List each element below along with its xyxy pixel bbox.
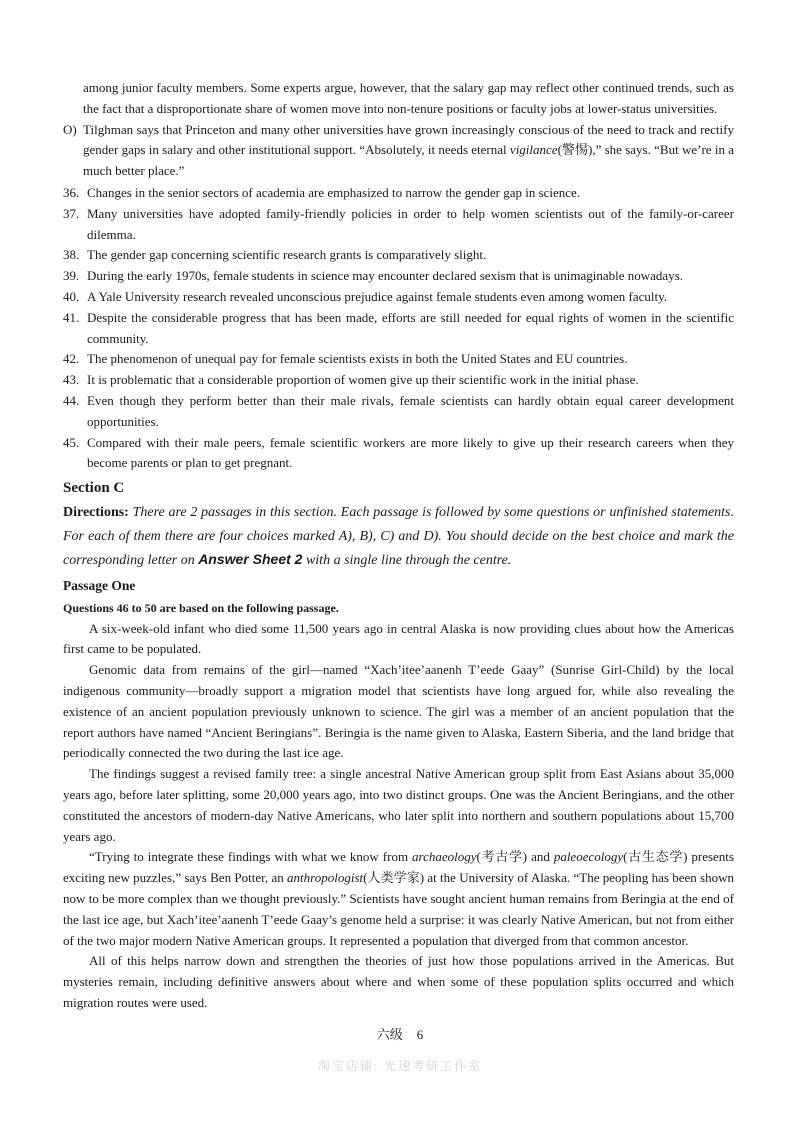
passage-paragraph-3: The findings suggest a revised family tree: a single ancestral Native American group split from East Asians about 35,000 years ago, before later splitting, some 20,000 years ago, into two distinct groups. One was the Ancient Beringians, and the other constituted the ancestors of modern-day Native Americans, who later split into northern and southern populations about 15,700 years ago. xyxy=(63,766,734,844)
question-item xyxy=(63,287,734,308)
question-text: Compared with their male peers, female scientific workers are more likely to give up their research careers when they become parents or plan to get pregnant. xyxy=(87,434,734,471)
question-item xyxy=(63,349,734,370)
previous-paragraph-continuation: among junior faculty members. Some experts argue, however, that the salary gap may reflect other continued trends, such as the fact that a disproportionate share of women move into non-tenure positions or faculty jobs at lower-status universities. xyxy=(83,80,734,116)
paragraph-text: “Trying to integrate these findings with what we know from xyxy=(89,849,413,865)
question-number: 44. xyxy=(63,392,80,408)
paragraph-text-end: ” she says. “But we’re in a much better place.” xyxy=(83,142,734,179)
paragraph-text: Tilghman says that Princeton and many other universities have grown increasingly conscious of the need to track and rectify gender gaps in salary and other institutional support. “Absolutely, it needs eternal xyxy=(83,121,734,158)
passage-paragraph-2: Genomic data from remains of the girl—named “Xach’itee’aanenh T’eede Gaay” (Sunrise Girl-Child) by the local indigenous community—broadly support a migration model that scientists have long argued for, while also revealing the existence of an ancient population previously unknown to science. The girl was a member of an ancient population that the report authors have named “Ancient Beringians”. Beringia is the name given to Alaska, Eastern Siberia, and the land bridge that periodically connected the two during the last ice age. xyxy=(63,662,734,761)
chinese-gloss: (古生态学) xyxy=(623,849,688,865)
paragraph-label: O) xyxy=(63,121,77,137)
watermark: 淘宝店铺: 光速考研工作室 xyxy=(317,1059,483,1073)
question-text: The gender gap concerning scientific research grants is comparatively slight. xyxy=(87,247,487,263)
chinese-gloss: (考古学) xyxy=(476,849,528,865)
paragraph-text: at the University of Alaska. “The peopling has been shown now to be more complex than we thought previously.” Scientists have sought ancient human remains from Beringia at the end of the last ice age, but Xach’itee’aanenh T’eede Gaay’s genome held a surprise: it was clearly Native American, but not from either of the two major modern Native American groups. It represented a population that diverged from that common ancestor. xyxy=(63,870,734,948)
page-number: 6 xyxy=(416,1027,424,1042)
question-number: 42. xyxy=(63,351,80,367)
passage-paragraph-5: All of this helps narrow down and strengthen the theories of just how those populations arrived in the Americas. But mysteries remain, including definitive answers about where and when some of these population splits occurred and which migration routes were used. xyxy=(63,953,734,1010)
question-number: 39. xyxy=(63,268,80,284)
question-item xyxy=(63,308,734,350)
question-text: Even though they perform better than their male rivals, female scientists can hardly obtain equal career development opportunities. xyxy=(87,392,734,429)
question-number: 37. xyxy=(63,205,80,221)
question-item xyxy=(63,370,734,391)
question-item xyxy=(63,391,734,433)
question-item xyxy=(63,183,734,204)
question-text: Many universities have adopted family-friendly policies in order to help women scientists out of the family-or-career dilemma. xyxy=(87,205,734,242)
question-text: A Yale University research revealed unconscious prejudice against female students even among women faculty. xyxy=(87,288,667,304)
exam-page xyxy=(63,78,734,1014)
question-item xyxy=(63,204,734,246)
directions xyxy=(63,501,734,573)
question-number: 40. xyxy=(63,288,80,304)
question-number: 41. xyxy=(63,309,80,325)
matching-statements-list xyxy=(63,183,734,474)
question-item xyxy=(63,433,734,475)
passage-heading: Passage One xyxy=(63,577,136,593)
question-item xyxy=(63,266,734,287)
question-text: Changes in the senior sectors of academia are emphasized to narrow the gender gap in science. xyxy=(87,184,581,200)
question-number: 36. xyxy=(63,184,80,200)
italic-term: paleoecology xyxy=(553,849,624,865)
question-text: It is problematic that a considerable proportion of women give up their scientific work in the initial phase. xyxy=(87,372,639,388)
question-text: During the early 1970s, female students in science may encounter declared sexism that is unimaginable nowadays. xyxy=(87,268,684,284)
answer-sheet-label: Answer Sheet 2 xyxy=(198,551,303,568)
paragraph-o xyxy=(63,120,734,182)
question-range: Questions 46 to 50 are based on the following passage. xyxy=(63,600,339,615)
italic-term: anthropologist xyxy=(287,870,364,886)
question-item xyxy=(63,245,734,266)
directions-text: There are 2 passages in this section. Each passage is followed by some questions or unfinished statements. For each of them there are four choices marked A), B), C) and D). You should decide on the best choice and mark the corresponding letter on xyxy=(63,505,735,569)
question-text: The phenomenon of unequal pay for female scientists exists in both the United States and EU countries. xyxy=(87,351,628,367)
exam-level: 六级 xyxy=(376,1027,403,1042)
chinese-gloss: (人类学家) xyxy=(363,870,425,886)
paragraph-text: presents exciting new puzzles,” says Ben Potter, an xyxy=(63,849,734,886)
directions-label: Directions: xyxy=(63,505,129,521)
chinese-gloss: (警惕), xyxy=(557,142,596,158)
passage-paragraph-1: A six-week-old infant who died some 11,500 years ago in central Alaska is now providing clues about how the Americas first came to be populated. xyxy=(63,620,734,657)
page-footer xyxy=(0,1024,800,1043)
question-number: 45. xyxy=(63,434,80,450)
section-heading: Section C xyxy=(63,480,125,497)
question-number: 43. xyxy=(63,372,80,388)
directions-text-end: with a single line through the centre. xyxy=(302,553,512,569)
italic-term: archaeology xyxy=(412,849,477,865)
paragraph-text: and xyxy=(527,849,554,865)
passage-paragraph-4 xyxy=(63,847,734,951)
question-text: Despite the considerable progress that has been made, efforts are still needed for equal rights of women in the scientific community. xyxy=(87,309,734,346)
question-number: 38. xyxy=(63,247,80,263)
italic-term: vigilance xyxy=(509,142,558,158)
